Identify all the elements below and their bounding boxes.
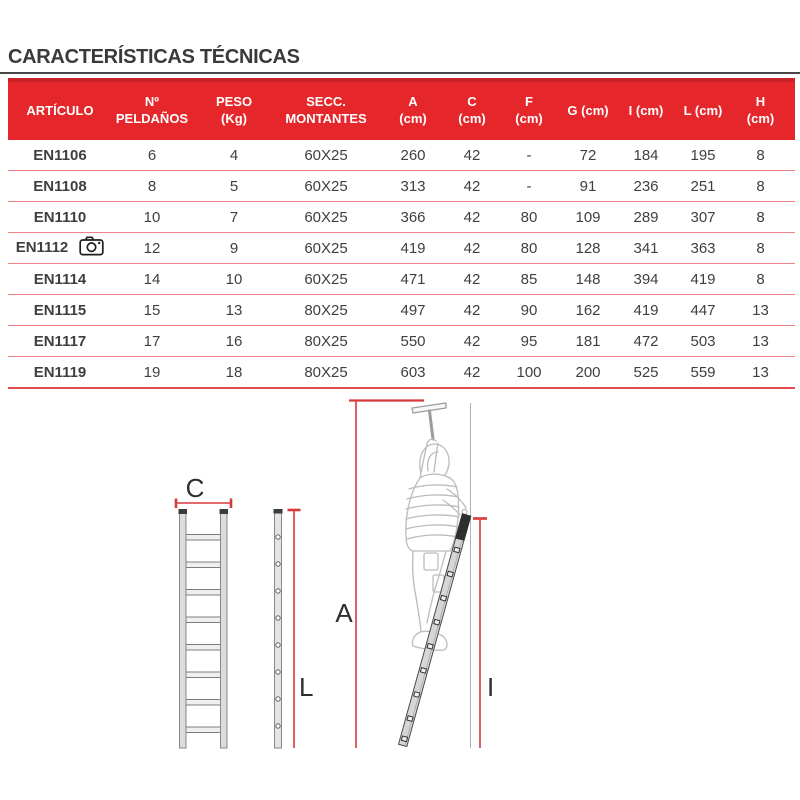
cell-peldanos: 10 [143, 208, 161, 226]
cell-f: 100 [516, 363, 542, 381]
cell-l: 559 [690, 363, 716, 381]
cell-i: 184 [633, 146, 659, 164]
title-divider [0, 72, 800, 74]
cell-f: - [526, 146, 532, 164]
cell-c: 42 [463, 332, 481, 350]
table-row [8, 140, 795, 171]
cell-h: 13 [752, 363, 769, 381]
cell-c: 42 [463, 270, 481, 288]
cell-secc: 60X25 [304, 177, 348, 195]
cell-secc: 80X25 [304, 332, 348, 350]
cell-c: 42 [463, 177, 481, 195]
cell-secc: 60X25 [304, 270, 348, 288]
table-row [8, 295, 795, 326]
col-header-h: H (cm) [726, 80, 795, 140]
cell-f: 85 [520, 270, 538, 288]
cell-peldanos: 8 [147, 177, 157, 195]
table-row [8, 233, 795, 264]
col-header-peso: PESO (Kg) [192, 80, 276, 140]
cell-peldanos: 17 [143, 332, 161, 350]
cell-c: 42 [463, 301, 481, 319]
dim-label-l: L [299, 672, 314, 702]
article-code: EN1115 [33, 301, 87, 319]
camera-icon[interactable] [79, 236, 104, 260]
table-row [8, 171, 795, 202]
spec-table [8, 78, 795, 389]
cell-h: 8 [756, 208, 765, 226]
cell-i: 236 [633, 177, 659, 195]
cell-a: 603 [400, 363, 426, 381]
page-title: CARACTERÍSTICAS TÉCNICAS [8, 46, 300, 68]
cell-g: 91 [579, 177, 597, 195]
table-row [8, 357, 795, 389]
cell-f: 90 [520, 301, 538, 319]
cell-h: 13 [752, 301, 769, 319]
cell-a: 497 [400, 301, 426, 319]
cell-secc: 80X25 [304, 301, 348, 319]
cell-l: 363 [690, 239, 716, 257]
cell-a: 419 [400, 239, 426, 257]
cell-secc: 60X25 [304, 239, 348, 257]
cell-i: 525 [633, 363, 659, 381]
col-header-articulo: ARTÍCULO [8, 80, 112, 140]
cell-a: 366 [400, 208, 426, 226]
cell-h: 8 [756, 146, 765, 164]
cell-l: 419 [690, 270, 716, 288]
table-row [8, 326, 795, 357]
table-row [8, 202, 795, 233]
cell-h: 8 [756, 177, 765, 195]
cell-i: 341 [633, 239, 659, 257]
cell-peldanos: 12 [143, 239, 161, 257]
cell-peso: 7 [229, 208, 239, 226]
cell-a: 313 [400, 177, 426, 195]
ladder-side-view [274, 509, 283, 748]
cell-c: 42 [463, 208, 481, 226]
cell-g: 128 [575, 239, 601, 257]
dim-label-c: C [185, 473, 205, 503]
cell-f: - [526, 177, 532, 195]
cell-g: 162 [575, 301, 601, 319]
cell-l: 503 [690, 332, 716, 350]
ladder-dimension-diagram [0, 395, 560, 765]
cell-peldanos: 19 [143, 363, 161, 381]
cell-g: 181 [575, 332, 601, 350]
spec-table-container [8, 78, 795, 389]
article-code: EN1112 [8, 233, 112, 264]
cell-f: 80 [520, 239, 538, 257]
col-header-c: C (cm) [450, 80, 494, 140]
table-row [8, 264, 795, 295]
cell-l: 195 [690, 146, 716, 164]
cell-peso: 16 [225, 332, 243, 350]
cell-secc: 60X25 [304, 146, 348, 164]
cell-h: 8 [756, 239, 765, 257]
cell-c: 42 [463, 363, 481, 381]
dim-label-a: A [335, 598, 353, 628]
cell-i: 289 [633, 208, 659, 226]
cell-g: 200 [575, 363, 601, 381]
cell-l: 447 [690, 301, 716, 319]
cell-a: 471 [400, 270, 426, 288]
cell-g: 109 [575, 208, 601, 226]
cell-l: 251 [690, 177, 716, 195]
col-header-peldanos: Nº PELDAÑOS [112, 80, 192, 140]
cell-peso: 4 [229, 146, 239, 164]
col-header-secc: SECC. MONTANTES [276, 80, 376, 140]
article-code: EN1110 [33, 208, 87, 226]
cell-peso: 18 [225, 363, 243, 381]
ladder-front-view [179, 509, 229, 748]
article-code: EN1108 [33, 177, 87, 195]
cell-peldanos: 6 [147, 146, 157, 164]
cell-i: 394 [633, 270, 659, 288]
col-header-a: A (cm) [376, 80, 450, 140]
col-header-g: G (cm) [564, 80, 612, 140]
cell-a: 260 [400, 146, 426, 164]
cell-secc: 80X25 [304, 363, 348, 381]
cell-i: 472 [633, 332, 659, 350]
cell-i: 419 [633, 301, 659, 319]
cell-f: 80 [520, 208, 538, 226]
col-header-f: F (cm) [494, 80, 564, 140]
cell-peso: 10 [225, 270, 243, 288]
article-code: EN1106 [33, 146, 87, 164]
cell-peso: 5 [229, 177, 239, 195]
cell-l: 307 [690, 208, 716, 226]
dim-label-i: I [487, 672, 495, 702]
article-code: EN1119 [33, 363, 87, 381]
cell-a: 550 [400, 332, 426, 350]
col-header-i: I (cm) [612, 80, 680, 140]
table-header-row [8, 80, 795, 140]
cell-peso: 9 [229, 239, 239, 257]
cell-c: 42 [463, 239, 481, 257]
col-header-l: L (cm) [680, 80, 726, 140]
cell-f: 95 [520, 332, 538, 350]
cell-peso: 13 [225, 301, 243, 319]
cell-peldanos: 14 [143, 270, 161, 288]
cell-secc: 60X25 [304, 208, 348, 226]
cell-peldanos: 15 [143, 301, 161, 319]
cell-h: 8 [756, 270, 765, 288]
cell-g: 148 [575, 270, 601, 288]
article-code: EN1117 [33, 332, 87, 350]
cell-g: 72 [579, 146, 597, 164]
cell-h: 13 [752, 332, 769, 350]
cell-c: 42 [463, 146, 481, 164]
article-code: EN1114 [33, 270, 87, 288]
